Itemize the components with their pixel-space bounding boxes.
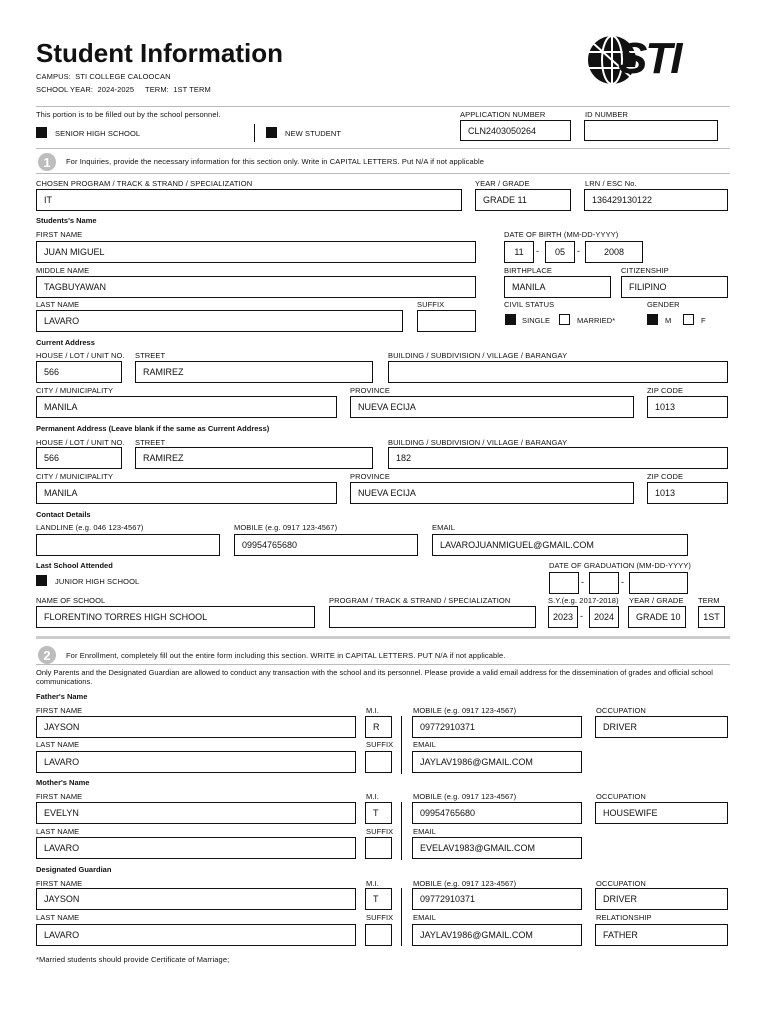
female-label: F [701,316,706,325]
guardian-last-field[interactable]: LAVARO [36,924,356,946]
new-student-label: NEW STUDENT [285,129,342,138]
perm-house-label: HOUSE / LOT / UNIT NO. [36,438,125,447]
section-2-badge: 2 [38,646,56,664]
cur-province-field[interactable]: NUEVA ECIJA [350,396,634,418]
dob-year-field[interactable]: 2008 [585,241,643,263]
first-name-field[interactable]: JUAN MIGUEL [36,241,476,263]
father-mobile-label: MOBILE (e.g. 0917 123-4567) [413,706,517,715]
dob-month-field[interactable]: 11 [504,241,534,263]
male-label: M [665,316,672,325]
father-last-field[interactable]: LAVARO [36,751,356,773]
single-checkbox[interactable] [505,314,516,325]
guardian-last-label: LAST NAME [36,913,80,922]
guardian-relationship-label: RELATIONSHIP [596,913,652,922]
mobile-label: MOBILE (e.g. 0917 123-4567) [234,523,338,532]
permanent-address-heading: Permanent Address (Leave blank if the same as Current Address) [36,424,270,433]
sy-from-field[interactable]: 2023 [548,606,578,628]
suffix-label: SUFFIX [417,300,445,309]
landline-label: LANDLINE (e.g. 046 123-4567) [36,523,144,532]
id-no-field[interactable] [584,120,718,141]
section-2-paragraph: Only Parents and the Designated Guardian are allowed to conduct any transaction with the school and its personnel. Please provide a valid email address for the dissemination of grades and official school communications. [36,668,713,686]
guardian-occupation-label: OCCUPATION [596,879,646,888]
female-checkbox[interactable] [683,314,694,325]
last-name-field[interactable]: LAVARO [36,310,403,332]
father-mi-label: M.I. [366,706,379,715]
school-grade-label: YEAR / GRADE [629,596,684,605]
grad-day-field[interactable] [589,572,619,594]
email-label: EMAIL [432,523,456,532]
campus-label: CAMPUS: [36,72,71,81]
dob-label: DATE OF BIRTH (MM-DD-YYYY) [504,230,619,239]
mother-last-field[interactable]: LAVARO [36,837,356,859]
mother-email-field[interactable]: EVELAV1983@GMAIL.COM [412,837,582,859]
mother-first-label: FIRST NAME [36,792,83,801]
guardian-occupation-field[interactable]: DRIVER [595,888,728,910]
perm-city-field[interactable]: MANILA [36,482,337,504]
guardian-mobile-label: MOBILE (e.g. 0917 123-4567) [413,879,517,888]
mother-first-field[interactable]: EVELYN [36,802,356,824]
year-field[interactable]: GRADE 11 [475,189,571,211]
father-mobile-field[interactable]: 09772910371 [412,716,582,738]
guardian-first-label: FIRST NAME [36,879,83,888]
guardian-heading: Designated Guardian [36,865,112,874]
mobile-field[interactable]: 09954765680 [234,534,418,556]
cur-city-field[interactable]: MANILA [36,396,337,418]
father-suffix-field[interactable] [365,751,392,773]
single-label: SINGLE [522,316,551,325]
mother-suffix-label: SUFFIX [366,827,394,836]
father-occupation-field[interactable]: DRIVER [595,716,728,738]
citizenship-field[interactable]: FILIPINO [621,276,728,298]
cur-house-label: HOUSE / LOT / UNIT NO. [36,351,125,360]
married-checkbox[interactable] [559,314,570,325]
first-name-label: FIRST NAME [36,230,83,239]
father-suffix-label: SUFFIX [366,740,394,749]
mother-mobile-field[interactable]: 09954765680 [412,802,582,824]
perm-street-field[interactable]: RAMIREZ [135,447,373,469]
program-label: CHOSEN PROGRAM / TRACK & STRAND / SPECIALIZATION [36,179,253,188]
year-label: YEAR / GRADE [475,179,530,188]
school-name-label: NAME OF SCHOOL [36,596,106,605]
perm-province-label: PROVINCE [350,472,390,481]
program-field[interactable]: IT [36,189,462,211]
perm-zip-label: ZIP CODE [647,472,684,481]
dob-separator-2: - [577,246,580,256]
section-2-note: For Enrollment, completely fill out the entire form including this section. WRITE in CAPITAL LETTERS. PUT N/A if not applicable. [66,651,506,660]
birthplace-field[interactable]: MANILA [504,276,611,298]
mother-mi-label: M.I. [366,792,379,801]
school-program-label: PROGRAM / TRACK & STRAND / SPECIALIZATION [329,596,511,605]
cur-zip-field[interactable]: 1013 [647,396,728,418]
office-note: This portion is to be filled out by the school personnel. [36,110,221,119]
mother-suffix-field[interactable] [365,837,392,859]
perm-bldg-field[interactable]: 182 [388,447,728,469]
guardian-relationship-field[interactable]: FATHER [595,924,728,946]
father-first-field[interactable]: JAYSON [36,716,356,738]
new-student-checkbox[interactable] [266,127,277,138]
last-name-label: LAST NAME [36,300,80,309]
grad-date-label: DATE OF GRADUATION (MM-DD-YYYY) [549,561,691,570]
school-grade-field[interactable]: GRADE 10 [628,606,686,628]
suffix-field[interactable] [417,310,476,332]
sy-to-field[interactable]: 2024 [589,606,619,628]
guardian-mi-field[interactable]: T [365,888,392,910]
citizenship-label: CITIZENSHIP [621,266,669,275]
mother-heading: Mother's Name [36,778,90,787]
civil-status-label: CIVIL STATUS [504,300,555,309]
father-heading: Father's Name [36,692,88,701]
perm-street-label: STREET [135,438,166,447]
guardian-mi-label: M.I. [366,879,379,888]
guardian-email-label: EMAIL [413,913,437,922]
cur-house-field[interactable]: 566 [36,361,122,383]
school-term-field[interactable]: 1ST [698,606,725,628]
grad-month-field[interactable] [549,572,579,594]
dob-day-field[interactable]: 05 [545,241,575,263]
father-email-field[interactable]: JAYLAV1986@GMAIL.COM [412,751,582,773]
lrn-label: LRN / ESC No. [585,179,637,188]
landline-field[interactable] [36,534,220,556]
section-1-note: For Inquiries, provide the necessary information for this section only. Write in CAPITAL LETTERS. Put N/A if not applicable [66,157,485,166]
mother-mi-field[interactable]: T [365,802,392,824]
birthplace-label: BIRTHPLACE [504,266,552,275]
email-field[interactable]: LAVAROJUANMIGUEL@GMAIL.COM [432,534,688,556]
jhs-label: JUNIOR HIGH SCHOOL [55,577,140,586]
lrn-field[interactable]: 136429130122 [584,189,728,211]
current-address-heading: Current Address [36,338,95,347]
app-no-field[interactable]: CLN2403050264 [460,120,571,141]
middle-name-label: MIDDLE NAME [36,266,90,275]
mother-occupation-label: OCCUPATION [596,792,646,801]
school-name-field[interactable]: FLORENTINO TORRES HIGH SCHOOL [36,606,315,628]
page-title: Student Information [36,38,283,68]
cur-bldg-label: BUILDING / SUBDIVISION / VILLAGE / BARANGAY [388,351,568,360]
cur-street-field[interactable]: RAMIREZ [135,361,373,383]
cur-street-label: STREET [135,351,166,360]
campus-value: STI COLLEGE CALOOCAN [75,72,171,81]
sy-label: S.Y.(e.g. 2017-2018) [548,596,619,605]
dob-separator-1: - [536,246,539,256]
campus-line [36,72,171,81]
gender-label: GENDER [647,300,680,309]
guardian-mobile-field[interactable]: 09772910371 [412,888,582,910]
mother-occupation-field[interactable]: HOUSEWIFE [595,802,728,824]
contact-heading: Contact Details [36,510,91,519]
jhs-checkbox[interactable] [36,575,47,586]
school-program-field[interactable] [329,606,536,628]
guardian-first-field[interactable]: JAYSON [36,888,356,910]
school-year-label: SCHOOL YEAR: [36,85,94,94]
father-last-label: LAST NAME [36,740,80,749]
grad-year-field[interactable] [629,572,688,594]
perm-house-field[interactable]: 566 [36,447,122,469]
school-year-value: 2024-2025 [97,85,135,94]
father-occupation-label: OCCUPATION [596,706,646,715]
father-email-label: EMAIL [413,740,437,749]
shs-label: SENIOR HIGH SCHOOL [55,129,141,138]
middle-name-field[interactable]: TAGBUYAWAN [36,276,476,298]
cur-zip-label: ZIP CODE [647,386,684,395]
grad-separator-1: - [581,577,584,587]
logo-text: STI [618,34,681,83]
perm-zip-field[interactable]: 1013 [647,482,728,504]
cur-bldg-field[interactable] [388,361,728,383]
last-school-heading: Last School Attended [36,561,113,570]
guardian-email-field[interactable]: JAYLAV1986@GMAIL.COM [412,924,582,946]
father-mi-field[interactable]: R [365,716,392,738]
father-first-label: FIRST NAME [36,706,83,715]
grad-separator-2: - [621,577,624,587]
mother-last-label: LAST NAME [36,827,80,836]
footnote: *Married students should provide Certificate of Marriage; [36,955,230,964]
cur-city-label: CITY / MUNICIPALITY [36,386,114,395]
mother-mobile-label: MOBILE (e.g. 0917 123-4567) [413,792,517,801]
shs-checkbox[interactable] [36,127,47,138]
perm-city-label: CITY / MUNICIPALITY [36,472,114,481]
sti-logo [584,32,700,86]
id-no-label: ID NUMBER [585,110,628,119]
perm-bldg-label: BUILDING / SUBDIVISION / VILLAGE / BARANGAY [388,438,568,447]
sy-separator: - [580,611,583,621]
perm-province-field[interactable]: NUEVA ECIJA [350,482,634,504]
guardian-suffix-field[interactable] [365,924,392,946]
school-term-label: TERM [698,596,720,605]
mother-email-label: EMAIL [413,827,437,836]
student-name-heading: Students's Name [36,216,97,225]
school-year-line [36,85,211,94]
term-value: 1ST TERM [173,85,211,94]
app-no-label: APPLICATION NUMBER [460,110,546,119]
term-label: TERM: [145,85,169,94]
male-checkbox[interactable] [647,314,658,325]
section-1-badge: 1 [38,153,56,171]
guardian-suffix-label: SUFFIX [366,913,394,922]
married-label: MARRIED* [577,316,616,325]
cur-province-label: PROVINCE [350,386,390,395]
